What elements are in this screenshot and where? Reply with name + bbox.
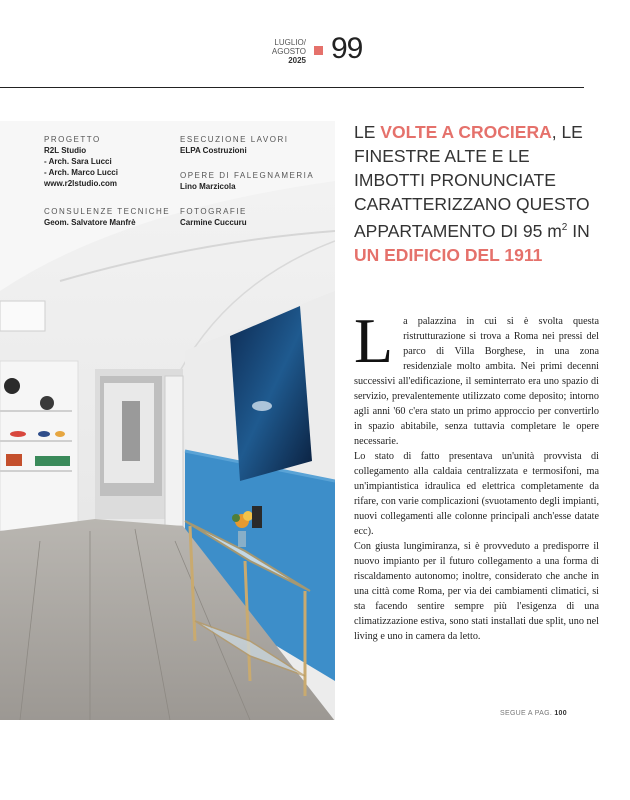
headline-superscript: 2	[561, 222, 568, 233]
drop-cap: L	[354, 305, 394, 376]
article-paragraph-3: Con giusta lungimiranza, si è provveduto a predisporre il nuovo impianto per il futuro collegamento a una forma di riscaldamento autonomo; inoltre, considerato che anche in una città come Roma, per via dei cambiamenti climatici, si sta facendo sentire sempre più l'esigenza di una climatizzazione estiva, sono stati installati due split, uno nel living e uno in camera da letto.	[354, 541, 599, 642]
credit-fotografie-label: FOTOGRAFIE	[180, 207, 247, 216]
credit-progetto-label: PROGETTO	[44, 135, 101, 144]
credit-falegnameria-value: Lino Marzicola	[180, 182, 236, 191]
issue-date	[258, 38, 306, 65]
article-paragraph-2: Lo stato di fatto presentava un'unità provvista di collegamento alla caldaia centralizzata e termosifoni, ma un'impiantistica idraulica ed elettrica completamente da rifare, con varie complicazioni (svuotamento degli impianti, nuovi collegamenti alle colonne principali anch'esse datate ecc).	[354, 451, 599, 537]
headline-part3: IN	[567, 220, 590, 241]
issue-month-line1: LUGLIO/	[274, 38, 306, 47]
headline-part1: LE	[354, 122, 381, 142]
credit-fotografie	[180, 206, 247, 228]
credit-falegnameria-label: OPERE DI FALEGNAMERIA	[180, 171, 315, 180]
page-number: 99	[331, 32, 363, 65]
credit-esecuzione	[180, 134, 288, 156]
continue-label: SEGUE A PAG.	[500, 710, 553, 717]
credit-fotografie-value: Carmine Cuccuru	[180, 218, 247, 227]
issue-year: 2025	[288, 56, 306, 65]
credit-esecuzione-label: ESECUZIONE LAVORI	[180, 135, 289, 144]
credit-falegnameria	[180, 170, 314, 192]
article-headline	[354, 120, 604, 267]
continue-page: 100	[554, 710, 567, 717]
credit-progetto	[44, 134, 118, 189]
credit-progetto-website: www.r2lstudio.com	[44, 179, 118, 188]
issue-month-line2: AGOSTO	[271, 47, 306, 56]
credit-esecuzione-value: ELPA Costruzioni	[180, 146, 247, 155]
credit-consulenze	[44, 206, 170, 228]
header-divider	[0, 87, 584, 88]
headline-highlight-edificio: UN EDIFICIO DEL 1911	[354, 244, 543, 265]
accent-square-icon	[314, 46, 323, 55]
credit-progetto-line: - Arch. Marco Lucci	[44, 168, 118, 177]
continue-note	[500, 710, 567, 717]
headline-part2: , LE FINESTRE ALTE E LE IMBOTTI PRONUNCIATE CARATTERIZZANO QUESTO APPARTAMENTO DI 95 m	[354, 122, 590, 241]
headline-highlight-volte: VOLTE A CROCIERA	[380, 122, 552, 142]
article-body	[354, 305, 599, 644]
credit-progetto-line: R2L Studio	[44, 146, 87, 155]
article-paragraph-1: a palazzina in cui si è svolta questa ristrutturazione si trova a Roma nei pressi del parco di Villa Borghese, in una zona residenziale molto ambita. Nei primi decenni successivi all'edificazione, il seminterrato era uno spazio di servizio, prevalentemente utilizzato come deposito; intorno agli anni '60 c'era stato un primo approccio per convertirlo in spazio abitabile, senza tuttavia completare le opere necessarie.	[354, 316, 599, 447]
credit-progetto-line: - Arch. Sara Lucci	[44, 157, 112, 166]
credit-consulenze-value: Geom. Salvatore Manfrè	[44, 218, 136, 227]
credit-consulenze-label: CONSULENZE TECNICHE	[44, 207, 171, 216]
